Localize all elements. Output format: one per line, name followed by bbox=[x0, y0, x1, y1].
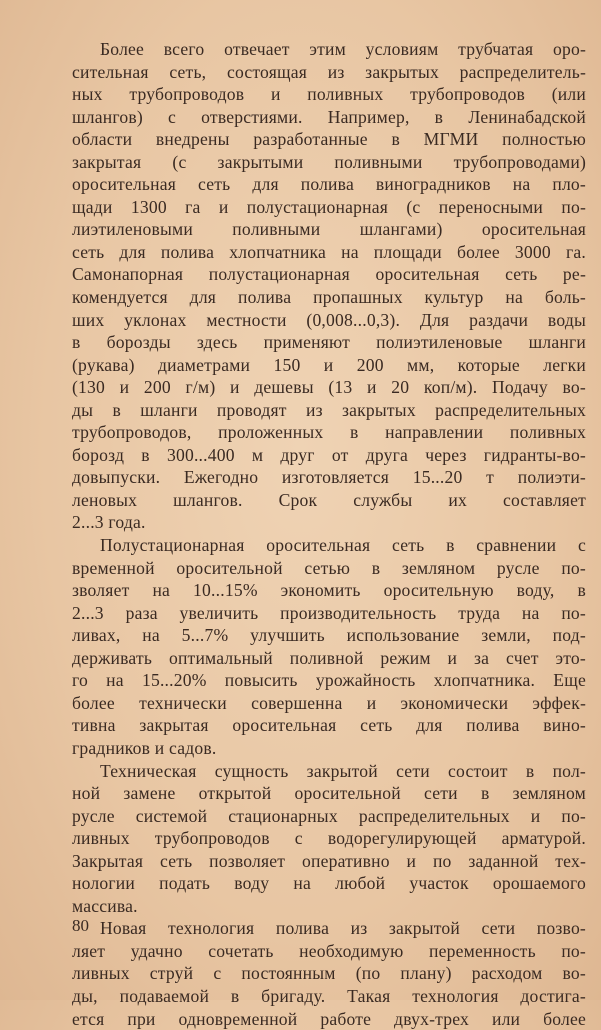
text-line: градников и садов. bbox=[72, 737, 217, 758]
text-line: леновых шлангов. Срок службы их составляет bbox=[72, 489, 586, 510]
text-line: довыпуски. Ежегодно изготовляется 15...20 т полиэти- bbox=[72, 467, 586, 488]
text-line: 2...3 года. bbox=[72, 512, 146, 533]
paragraph bbox=[72, 917, 586, 1030]
text-line: го на 15...20% повысить урожайность хлопчатника. Еще bbox=[72, 670, 586, 691]
text-line: (130 и 200 г/м) и дешевы (13 и 20 коп/м). Подачу во- bbox=[72, 377, 586, 398]
text-line: держивать оптимальный поливной режим и за счет это- bbox=[72, 647, 586, 668]
text-line: 2...3 раза увеличить производительность труда на по- bbox=[72, 602, 586, 623]
text-line: щади 1300 га и полустационарная (с переносными по- bbox=[72, 196, 586, 217]
text-line: более технически совершенна и экономически эффек- bbox=[72, 692, 586, 713]
text-line: комендуется для полива пропашных культур на боль- bbox=[72, 287, 586, 308]
text-line: ливных трубопроводов с водорегулирующей арматурой. bbox=[72, 828, 586, 849]
text-line: Закрытая сеть позволяет оперативно и по заданной тех- bbox=[72, 850, 586, 871]
text-line: области внедрены разработанные в МГМИ полностью bbox=[72, 129, 586, 150]
text-line: лиэтиленовыми поливными шлангами) оросительная bbox=[72, 219, 586, 240]
text-line: массива. bbox=[72, 895, 138, 916]
text-line: ных трубопроводов и поливных трубопроводов (или bbox=[72, 84, 586, 105]
text-line: ливах, на 5...7% улучшить использование земли, под- bbox=[72, 625, 586, 646]
text-line: (рукава) диаметрами 150 и 200 мм, которые легки bbox=[72, 354, 586, 375]
text-line: оросительная сеть для полива виноградников на пло- bbox=[72, 174, 586, 195]
text-line: ляет удачно сочетать необходимую переменность по- bbox=[72, 940, 586, 961]
text-line: борозд в 300...400 м друг от друга через гидранты-во- bbox=[72, 444, 586, 465]
text-line: ды, подаваемой в бригаду. Такая технология достига- bbox=[72, 985, 586, 1006]
text-line: трубопроводов, проложенных в направлении поливных bbox=[72, 422, 586, 443]
text-line: русле системой стационарных распределительных и по- bbox=[72, 805, 586, 826]
text-line: закрытая (с закрытыми поливными трубопроводами) bbox=[72, 151, 586, 172]
paragraph bbox=[72, 534, 586, 759]
text-line: сительная сеть, состоящая из закрытых распределитель- bbox=[72, 61, 586, 82]
text-line: ливных струй с постоянным (по плану) расходом во- bbox=[72, 963, 586, 984]
page-body bbox=[72, 38, 586, 1030]
text-line: в борозды здесь применяют полиэтиленовые шланги bbox=[72, 332, 586, 353]
text-line: ется при одновременной работе двух-трех или более bbox=[72, 1008, 586, 1029]
text-line: ной замене открытой оросительной сети в земляном bbox=[72, 783, 586, 804]
text-line: сеть для полива хлопчатника на площади более 3000 га. bbox=[72, 241, 586, 262]
paragraph bbox=[72, 38, 586, 534]
text-line: ших уклонах местности (0,008...0,3). Для раздачи воды bbox=[72, 309, 586, 330]
text-line: ды в шланги проводят из закрытых распределительных bbox=[72, 399, 586, 420]
page-number: 80 bbox=[72, 916, 89, 935]
text-line: временной оросительной сетью в земляном русле по- bbox=[72, 557, 586, 578]
text-line: шлангов) с отверстиями. Например, в Ленинабадской bbox=[72, 106, 586, 127]
text-line: зволяет на 10...15% экономить оросительную воду, в bbox=[72, 580, 586, 601]
text-line: Техническая сущность закрытой сети состоит в пол- bbox=[100, 760, 586, 781]
paragraph bbox=[72, 760, 586, 918]
text-line: нологии подать воду на любой участок орошаемого bbox=[72, 873, 586, 894]
text-line: Полустационарная оросительная сеть в сравнении с bbox=[100, 535, 586, 556]
text-line: Более всего отвечает этим условиям трубчатая оро- bbox=[100, 39, 586, 59]
text-line: Новая технология полива из закрытой сети позво- bbox=[100, 918, 586, 939]
text-line: тивна закрытая оросительная сеть для полива вино- bbox=[72, 715, 586, 736]
text-line: Самонапорная полустационарная оросительная сеть ре- bbox=[72, 264, 586, 285]
